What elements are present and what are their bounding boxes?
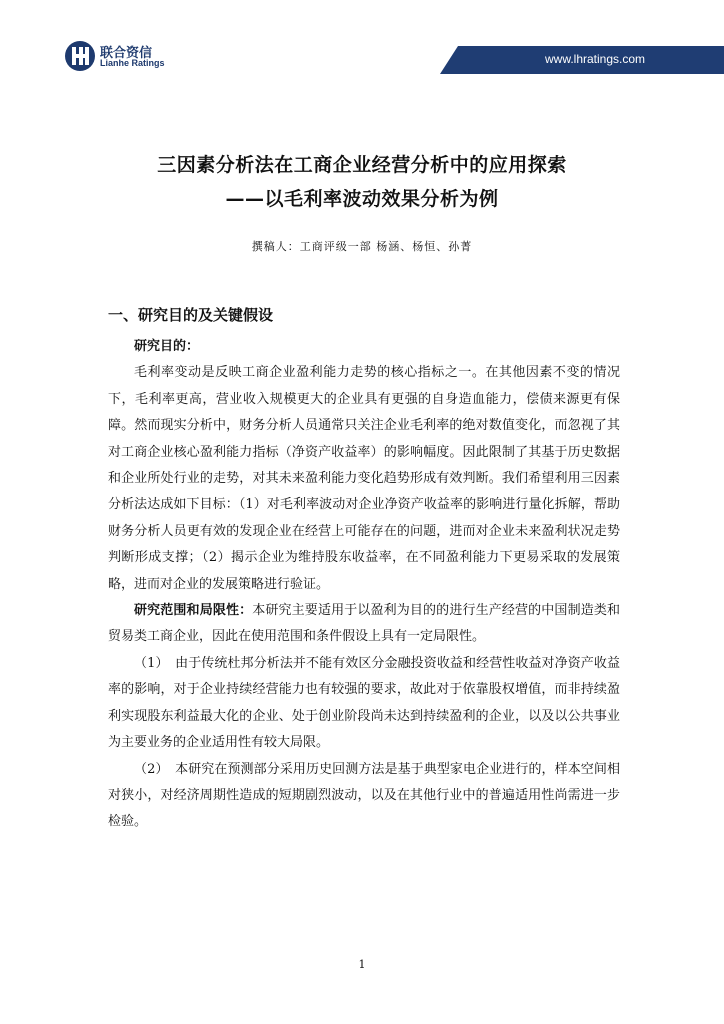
title-line-2: ——以毛利率波动效果分析为例	[225, 188, 499, 210]
scope-paragraph	[108, 598, 620, 651]
item-2-text: 本研究在预测部分采用历史回测方法是基于典型家电企业进行的，样本空间相对狭小，对经济周期性造成的短期剧烈波动，以及在其他行业中的普遍适用性尚需进一步检验。	[108, 761, 620, 830]
purpose-label-paragraph	[108, 334, 620, 360]
website-url[interactable]: www.lhratings.com	[545, 52, 646, 66]
logo-chinese-name: 联合资信	[100, 46, 153, 61]
logo-english-name: Lianhe Ratings	[100, 58, 165, 68]
purpose-paragraph: 毛利率变动是反映工商企业盈利能力走势的核心指标之一。在其他因素不变的情况下，毛利率更高，营业收入规模更大的企业具有更强的自身造血能力，偿债来源更有保障。然而现实分析中，财务分析人员通常只关注企业毛利率的绝对数值变化，而忽视了其对工商企业核心盈利能力指标（净资产收益率）的影响幅度。因此限制了其基于历史数据和企业所处行业的走势，对其未来盈利能力变化趋势形成有效判断。我们希望利用三因素分析法达成如下目标：（1）对毛利率波动对企业净资产收益率的影响进行量化拆解，帮助财务分析人员更有效的发现企业在经营上可能存在的问题，进而对企业未来盈利状况走势判断形成支撑；（2）揭示企业为维持股东收益率，在不同盈利能力下更易采取的发展策略，进而对企业的发展策略进行验证。	[108, 365, 620, 592]
item-1-text: 由于传统杜邦分析法并不能有效区分金融投资收益和经营性收益对净资产收益率的影响，对于企业持续经营能力也有较强的要求，故此对于依靠股权增值，而非持续盈利实现股东利益最大化的企业、处于创业阶段尚未达到持续盈利的企业，以及以公共事业为主要业务的企业适用性有较大局限。	[108, 655, 620, 751]
limitation-item-2	[108, 757, 620, 836]
page-number: 1	[358, 958, 366, 971]
purpose-label: 研究目的：	[134, 339, 200, 354]
page-header	[0, 0, 724, 100]
scope-label: 研究范围和局限性：	[134, 603, 253, 619]
lianhe-logo-icon	[64, 40, 96, 72]
author-line: 撰稿人：工商评级一部 杨涵、杨恒、孙菁	[251, 240, 473, 253]
section-heading: 一、研究目的及关键假设	[108, 306, 274, 324]
item-2-number: （2）	[134, 761, 163, 777]
lianhe-logo	[64, 40, 184, 74]
limitation-item-1	[108, 651, 620, 757]
scope-text: 本研究主要适用于以盈利为目的的进行生产经营的中国制造类和贸易类工商企业，因此在使用范围和条件假设上具有一定局限性。	[108, 603, 620, 645]
item-1-number: （1）	[134, 655, 163, 671]
title-line-1: 三因素分析法在工商企业经营分析中的应用探索	[157, 154, 567, 176]
body-text	[108, 334, 620, 836]
